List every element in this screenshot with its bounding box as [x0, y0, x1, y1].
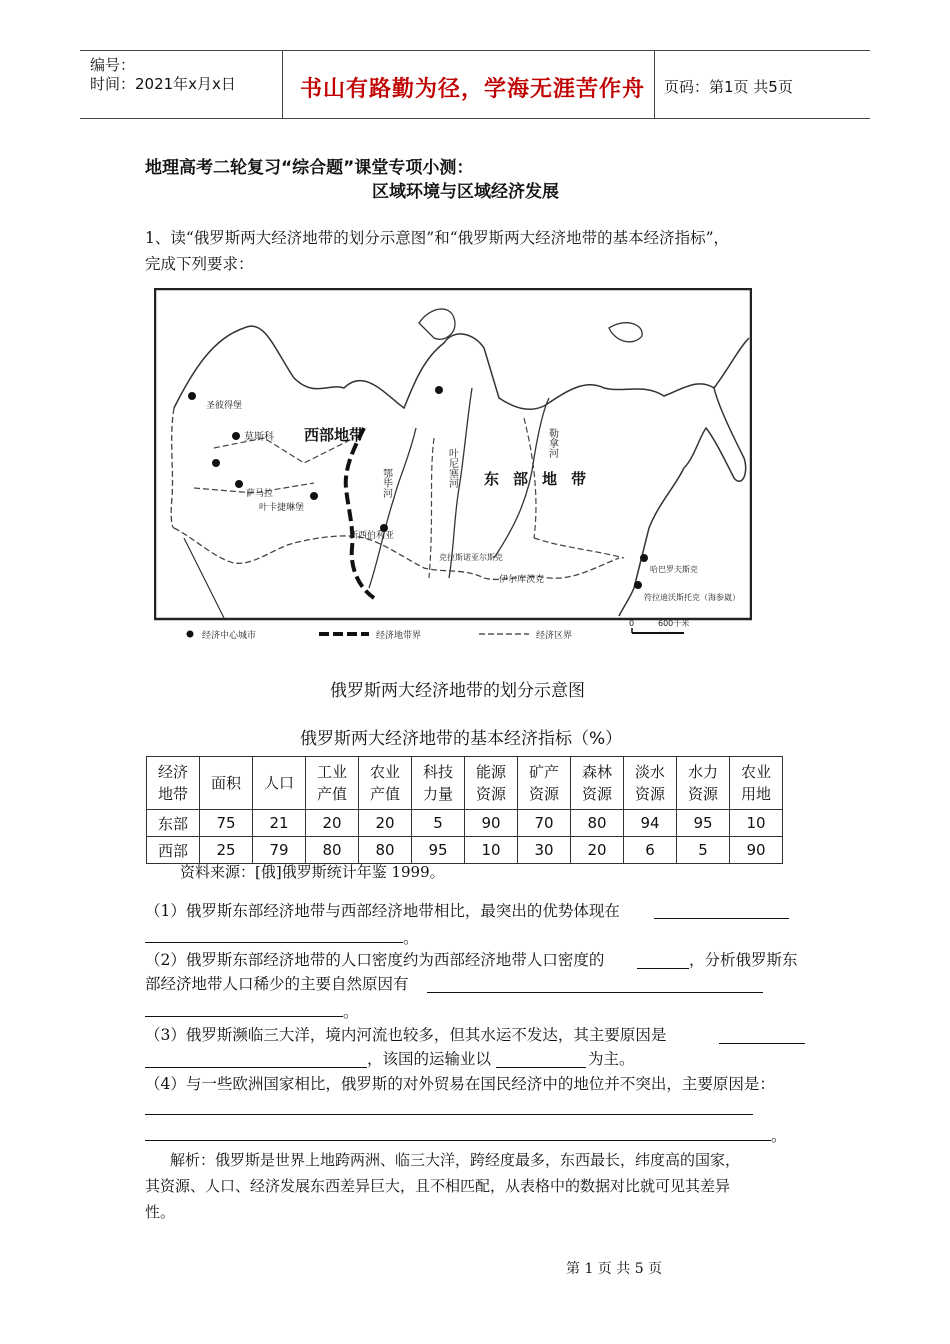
answer-blank[interactable] [145, 1067, 367, 1068]
question-3b: ，该国的运输业以 [367, 1050, 492, 1068]
table-cell: 6 [624, 837, 677, 864]
map-label-khabarovsk: 哈巴罗夫斯克 [650, 565, 698, 574]
map-legend-zone-border: 经济地带界 [376, 631, 422, 641]
table-cell: 95 [412, 837, 465, 864]
table-cell: 20 [571, 837, 624, 864]
question-1: （1）俄罗斯东部经济地带与西部经济地带相比，最突出的优势体现在 [145, 902, 620, 920]
table-cell: 80 [571, 810, 624, 837]
table-cell: 10 [465, 837, 518, 864]
header-cell: 工业 产值 [306, 757, 359, 810]
map-legend-city: 经济中心城市 [202, 631, 257, 641]
header-cell: 人口 [253, 757, 306, 810]
table-header-row [147, 757, 783, 810]
header-cell: 农业 产值 [359, 757, 412, 810]
answer-blank[interactable] [427, 992, 763, 993]
map-label-yekaterinburg: 叶卡捷琳堡 [259, 503, 305, 513]
question-3c: 为主。 [588, 1050, 635, 1068]
period-mark: 。 [403, 929, 419, 947]
header-cell: 矿产 资源 [518, 757, 571, 810]
table-cell: 20 [306, 810, 359, 837]
header-cell: 农业 用地 [730, 757, 783, 810]
map-label-ob-river: 鄂毕河 [380, 468, 392, 498]
table-caption: 俄罗斯两大经济地带的基本经济指标（%） [300, 729, 623, 749]
map-scale-km: 600千米 [658, 619, 690, 628]
answer-blank[interactable] [654, 918, 789, 919]
question-4: （4）与一些欧洲国家相比，俄罗斯的对外贸易在国民经济中的地位并不突出，主要原因是： [145, 1075, 775, 1093]
economic-indicator-table [146, 756, 783, 864]
russia-zone-map [154, 288, 752, 650]
map-label-irkutsk: 伊尔库茨克 [499, 575, 545, 585]
header-cell: 能源 资源 [465, 757, 518, 810]
question-3a: （3）俄罗斯濒临三大洋，境内河流也较多，但其水运不发达，其主要原因是 [145, 1026, 667, 1044]
table-cell: 79 [253, 837, 306, 864]
page-title-line1: 地理高考二轮复习“综合题”课堂专项小测： [145, 158, 474, 178]
table-cell: 10 [730, 810, 783, 837]
question-2a: （2）俄罗斯东部经济地带的人口密度约为西部经济地带人口密度的 [145, 951, 605, 969]
map-label-west-zone: 西部地带 [304, 426, 365, 444]
map-label-moscow: 莫斯科 [244, 432, 274, 443]
map-label-st-petersburg: 圣彼得堡 [206, 401, 243, 411]
map-label-lena-river: 勒拿河 [546, 428, 558, 458]
question-intro-line2: 完成下列要求： [145, 255, 254, 273]
answer-blank[interactable] [496, 1067, 586, 1068]
header-motto: 书山有路勤为径，学海无涯苦作舟 [300, 77, 646, 102]
header-top-rule [80, 50, 870, 51]
analysis-line2: 其资源、人口、经济发展东西差异巨大，且不相匹配，从表格中的数据对比就可见其差异 [145, 1177, 731, 1195]
header-divider-right [654, 50, 655, 118]
answer-blank[interactable] [145, 1114, 753, 1115]
footer-page-number: 第 1 页 共 5 页 [566, 1261, 663, 1277]
page-title-line2: 区域环境与区域经济发展 [372, 182, 559, 202]
analysis-line1: 解析：俄罗斯是世界上地跨两洲、临三大洋，跨经度最多，东西最长，纬度高的国家， [170, 1151, 741, 1169]
map-label-vladivostok: 符拉迪沃斯托克（海参崴） [644, 593, 740, 602]
header-cell: 经济 地带 [147, 757, 200, 810]
header-divider-left [282, 50, 283, 118]
table-cell: 20 [359, 810, 412, 837]
map-scale-zero: 0 [629, 619, 635, 628]
table-cell: 75 [200, 810, 253, 837]
header-bottom-rule [80, 118, 870, 119]
period-mark: 。 [771, 1127, 787, 1145]
map-label-novosibirsk: 新西伯利亚 [349, 531, 395, 541]
table-cell: 90 [730, 837, 783, 864]
header-cell: 面积 [200, 757, 253, 810]
table-cell: 94 [624, 810, 677, 837]
table-cell: 5 [412, 810, 465, 837]
table-source: 资料来源：[俄]俄罗斯统计年鉴 1999。 [180, 863, 445, 881]
map-label-samara: 萨马拉 [246, 489, 274, 499]
answer-blank[interactable] [145, 1140, 771, 1141]
table-cell: 30 [518, 837, 571, 864]
header-cell: 淡水 资源 [624, 757, 677, 810]
map-label-krasnoyarsk: 克拉斯诺亚尔斯克 [439, 553, 503, 562]
answer-blank[interactable] [637, 968, 689, 969]
table-cell: 70 [518, 810, 571, 837]
answer-blank[interactable] [145, 942, 403, 943]
table-cell: 5 [677, 837, 730, 864]
map-label-east-zone: 东部地带 [484, 470, 601, 488]
map-legend-region-border: 经济区界 [536, 631, 573, 641]
table-cell: 80 [306, 837, 359, 864]
question-2b: ，分析俄罗斯东 [689, 951, 798, 969]
table-cell: 80 [359, 837, 412, 864]
table-cell: 95 [677, 810, 730, 837]
header-cell: 科技 力量 [412, 757, 465, 810]
table-cell: 90 [465, 810, 518, 837]
answer-blank[interactable] [145, 1016, 343, 1017]
header-cell: 森林 资源 [571, 757, 624, 810]
analysis-line3: 性。 [145, 1203, 176, 1221]
period-mark: 。 [343, 1003, 359, 1021]
map-caption: 俄罗斯两大经济地带的划分示意图 [330, 681, 585, 701]
row-name: 东部 [147, 810, 200, 837]
question-intro-line1: 1、读“俄罗斯两大经济地带的划分示意图”和“俄罗斯两大经济地带的基本经济指标”， [145, 229, 730, 247]
header-number-label: 编号： [90, 56, 136, 74]
map-label-yenisei-river: 叶尼塞河 [446, 448, 458, 488]
question-2c: 部经济地带人口稀少的主要自然原因有 [145, 975, 409, 993]
table-row [147, 810, 783, 837]
header-cell: 水力 资源 [677, 757, 730, 810]
table-cell: 25 [200, 837, 253, 864]
row-name: 西部 [147, 837, 200, 864]
table-cell: 21 [253, 810, 306, 837]
header-time-label: 时间：2021年x月x日 [90, 75, 236, 93]
answer-blank[interactable] [719, 1043, 805, 1044]
header-page-label: 页码：第1页 共5页 [664, 78, 793, 96]
